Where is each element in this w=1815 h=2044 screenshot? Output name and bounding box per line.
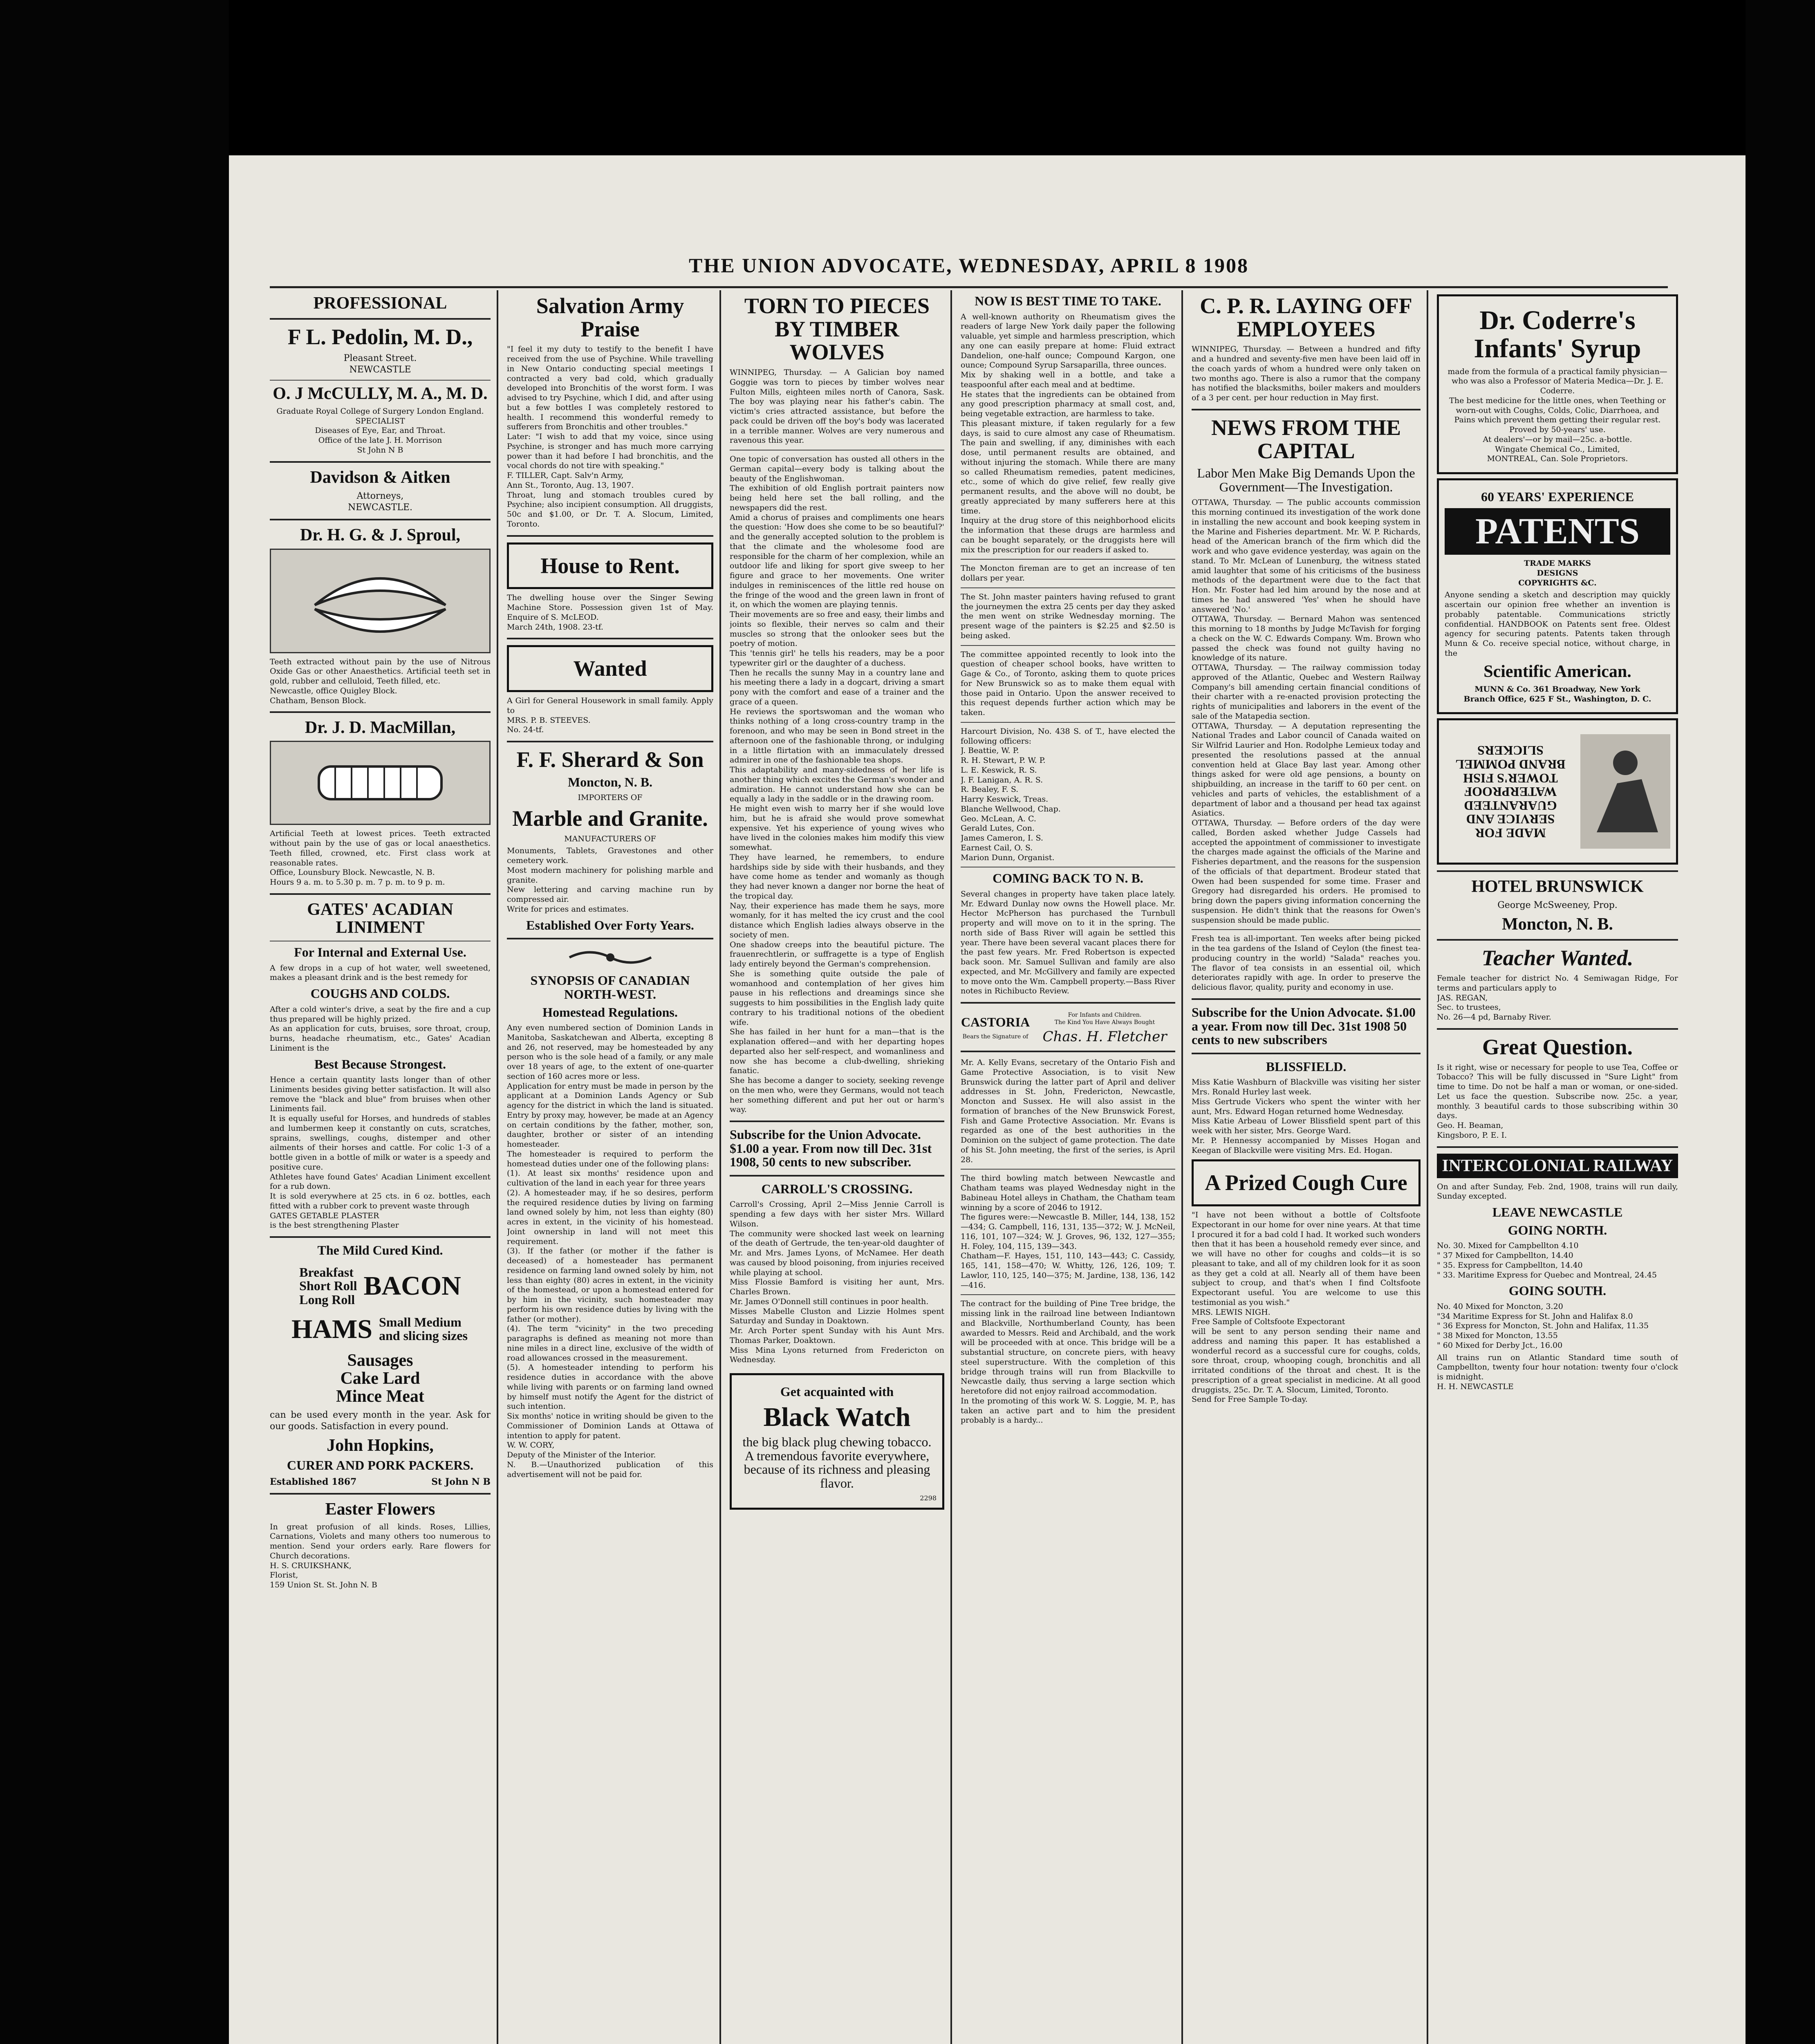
castoria-signature: Chas. H. Fletcher xyxy=(1042,1029,1167,1045)
hopkins-name: John Hopkins, xyxy=(327,1436,434,1455)
column-3 xyxy=(730,290,944,2044)
newspaper-page xyxy=(229,155,1746,2044)
hotel-owner: George McSweeney, Prop. xyxy=(1497,900,1618,911)
north-trains: No. 30. Mixed for Campbellton 4.10 " 37 Mixed for Campbellton, 14.40 " 35. Express for Campbellton, 14.40 " 33. Maritime Express for Quebec and Montreal, 24.45 xyxy=(1437,1241,1657,1280)
munn-address: MUNN & Co. 361 Broadway, New York Branch Office, 625 F St., Washington, D. C. xyxy=(1463,684,1651,704)
wolves-title: TORN TO PIECES BY TIMBER WOLVES xyxy=(744,294,930,365)
slicker-text: MADE FOR SERVICE AND GUARANTEED WATERPROOF TOWER'S FISH BRAND POMMEL SLICKERS xyxy=(1455,743,1566,840)
scientific-american: Scientific American. xyxy=(1483,662,1631,681)
blissfield-text: Miss Katie Washburn of Blackville was visiting her sister Mrs. Ronald Hurley last week. Miss Gertrude Vickers who spent the winter with her aunt, Mrs. Edward Hogan returned home Wednesday. Miss Katie Arbeau of Lower Blissfield spent part of this week with her sister, Mrs. George Ward. Mr. P. Hennessy accompanied by Misses Hogan and Keegan of Blackville were visiting Mrs. Ed. Hogan. xyxy=(1192,1078,1421,1155)
bridge-text: The contract for the building of Pine Tree bridge, the missing link in the railroad line between Indiantown and Blackville, Northumberland County, has been awarded to Messrs. Reid and Archibald, and the work will be proceeded with at once. This bridge will be a substantial structure, on concrete piers, with heavy steel superstructure. With the completion of this bridge through trains will run from Blackville to Newcastle daily, thus serving a large section which heretofore did not enjoy railroad accommodation. In the promoting of this work W. S. Loggie, M. P., has taken an active part and to him the president probably is a hardy... xyxy=(961,1299,1175,1425)
teeth-icon xyxy=(311,750,450,816)
capital-title: NEWS FROM THE CAPITAL xyxy=(1211,415,1401,463)
carrolls-text: Carroll's Crossing, April 2—Miss Jennie Carroll is spending a few days with her sister Mrs. Willard Wilson. The community were shocked last week on learning of the death of Gertrude, the ten-year-old daughter of Mr. and Mrs. James Lyons, of McNamee. Her death was caused by blood poisoning, from injuries received while playing at school. Miss Flossie Bamford is visiting her aunt, Mrs. Charles Brown. Mr. James O'Donnell still continues in poor health. Misses Mabelle Cluston and Lizzie Holmes spent Saturday and Sunday in Doaktown. Mr. Arch Porter spent Sunday with his Aunt Mrs. Thomas Parker, Doaktown. Miss Mina Lyons returned from Fredericton on Wednesday. xyxy=(730,1200,944,1365)
railway-title: INTERCOLONIAL RAILWAY xyxy=(1437,1154,1678,1178)
capital-text: OTTAWA, Thursday. — The public accounts commission this morning continued its investigation of the work done in installing the new account and book keeping system in the Marine and Fisheries department. Mr. W. P. Richards, head of the American branch of the firm which did the work and who gave evidence yesterday, was again on the stand. To Mr. McLean of Lunenburg, the witness stated amid laughter that some of his criticisms of the business methods of the department were due to the fact that Hon. Mr. Foster had led him around by the nose and at times he had answered 'Yes' when he should have answered 'No.' OTTAWA, Thursday. — Bernard Mahon was sentenced this morning to 18 months by Judge McTavish for forging a check on the W. C. Edwards Company. Wm. Brown who passed the check was found not guilty having no knowledge of its nature. OTTAWA, Thursday. — The railway commission today approved of the Atlantic, Quebec and Western Railway Company's bill amending certain financial conditions of their charter with a re-enacted provision protecting the rights of municipalities and laborers in the event of the sale of the Matapedia section. OTTAWA, Thursday. — A deputation representing the National Trades and Labor council of Canada waited on Sir Wilfrid Laurier and Hon. Rodolphe Lemieux today and presented the resolutions passed at the annual convention held at Glace Bay last year. Among other things asked for were old age pensions, a bounty on shipbuilding, an increase in the tariff to 60 per cent. on vehicles and parts of vehicles, the establishment of a department of labor and a thousand per head tax against Asiatics. OTTAWA, Thursday. — Before orders of the day were called, Borden asked whether Judge Cassels had accepted the appointment of commissioner to investigate the charges made against the officials of the Marine and Fisheries department, and the reasons for the suspension of the officials of that department. Brodeur stated that Owen had been suspended for some time. Fraser and Gregory had disregarded his orders. He promised to bring down the papers giving information concerning the suspension. He didn't think that the reasons for Owen's suspension should be made public. xyxy=(1192,498,1421,925)
cough-title: A Prized Cough Cure xyxy=(1205,1170,1407,1195)
hotel-city: Moncton, N. B. xyxy=(1502,915,1613,934)
gates-p1: A few drops in a cup of hot water, well sweetened, makes a pleasant drink and is the best remedy for xyxy=(270,963,491,982)
column-5 xyxy=(1192,290,1421,2044)
gates-best: Best Because Strongest. xyxy=(314,1056,446,1071)
railway-leave: LEAVE NEWCASTLE xyxy=(1492,1205,1623,1220)
hams: HAMS xyxy=(291,1314,372,1344)
pedolin-text: Pleasant Street. NEWCASTLE xyxy=(343,353,417,375)
column-2 xyxy=(507,290,713,2044)
capital-subtitle: Labor Men Make Big Demands Upon the Government—The Investigation. xyxy=(1197,466,1415,494)
black-watch-intro: Get acquainted with xyxy=(780,1384,894,1399)
sproul-name: Dr. H. G. & J. Sproul, xyxy=(300,526,461,545)
patents-text: Anyone sending a sketch and description may quickly ascertain our opinion free whether an invention is probably patentable. Communications strictly confidential. HANDBOOK on Patents sent free. Oldest agency for securing patents. Patents taken through Munn & Co. receive special notice, without charge, in the xyxy=(1445,590,1670,658)
patents-title: PATENTS xyxy=(1445,508,1670,555)
coming-back-text: Several changes in property have taken place lately. Mr. Edward Dunlay now owns the Howell place. Mr. Hector McPherson has purchased the Turnbull property and will move on to it in the spring. The north side of Bass River will again be settled this year. There have been several vacant places there for the past few years. Mr. Fred Robertson is expected back soon. Mr. Samuel Sullivan and family are also expected, and Mr. McGillvery and family are expected to move onto the Wm. Campbell property.—Bass River notes in Richibucto Review. xyxy=(961,889,1175,996)
salvation-title: Salvation Army Praise xyxy=(536,294,684,341)
question-title: Great Question. xyxy=(1482,1034,1633,1059)
sausages: Sausages Cake Lard Mince Meat xyxy=(336,1351,424,1406)
professional-header: PROFESSIONAL xyxy=(313,294,447,313)
marble-granite: Marble and Granite. xyxy=(512,806,708,831)
subscribe-notice: Subscribe for the Union Advocate. $1.00 a year. From now till Dec. 31st 1908, 50 cents to new subscriber. xyxy=(730,1127,932,1170)
salvation-text: "I feel it my duty to testify to the benefit I have received from the use of Psychine. While travelling in New Ontario conducting special meetings I contracted a very bad cold, which gradually developed into Bronchitis of the worst form. I was advised to try Psychine, which I did, and after using but a few bottles I was completely restored to health. I recommend this wonderful remedy to sufferers from Bronchitis and other troubles." Later: "I wish to add that my voice, since using Psychine, is stronger and has much more carrying power than it had before I had bronchitis, and the vocal chords do not tire with speaking." F. TILLER, Capt. Salv'n Army, Ann St., Toronto, Aug. 13, 1907. Throat, lung and stomach troubles cured by Psychine; also incipient consumption. All druggists, 50c and $1.00, or Dr. T. A. Slocum, Limited, Toronto. xyxy=(507,345,713,529)
davidson-text: Attorneys, NEWCASTLE. xyxy=(347,491,413,513)
patents-marks: TRADE MARKS DESIGNS COPYRIGHTS &C. xyxy=(1518,559,1597,587)
castoria-ad xyxy=(961,1009,1175,1045)
synopsis-subtitle: Homestead Regulations. xyxy=(542,1004,678,1020)
established: Established Over Forty Years. xyxy=(526,917,694,932)
carrolls-title: CARROLL'S CROSSING. xyxy=(761,1181,913,1196)
gates-colds: COUGHS AND COLDS. xyxy=(310,986,450,1001)
black-watch-name: Black Watch xyxy=(763,1402,911,1432)
patents-ad xyxy=(1437,478,1678,714)
house-text: The dwelling house over the Singer Sewing Machine Store. Possession given 1st of May. Enquire of S. McLEOD. March 24th, 1908. 23-tf. xyxy=(507,593,713,632)
teeth-illustration xyxy=(270,741,491,825)
coderre-title: Dr. Coderre's Infants' Syrup xyxy=(1474,305,1641,364)
game-protection-text: Mr. A. Kelly Evans, secretary of the Ontario Fish and Game Protective Association, is to visit New Brunswick during the latter part of April and deliver addresses in St. John, Fredericton, Newcastle, Moncton and Sussex. He will also assist in the formation of branches of the New Brunswick Forest, Fish and Game Protective Association. Mr. Evans is regarded as one of the best authorities in the Dominion on the subject of game protection. The date of his St. John meeting, the first of the series, is April 28. xyxy=(961,1058,1175,1164)
painters-text: The St. John master painters having refused to grant the journeymen the extra 25 cents per day they asked the men went on strike Wednesday morning. The present wage of the painters is $2.25 and $2.50 is being asked. xyxy=(961,592,1175,640)
ornament xyxy=(507,945,713,970)
easter-title: Easter Flowers xyxy=(325,1499,435,1519)
bacon: BACON xyxy=(363,1271,461,1301)
column-4 xyxy=(961,290,1175,2044)
black-watch-text: the big black plug chewing tobacco. A tremendous favorite everywhere, because of its richness and pleasing flavor. xyxy=(742,1434,932,1490)
synopsis-text: Any even numbered section of Dominion Lands in Manitoba, Saskatchewan and Alberta, excepting 8 and 26, not reserved, may be homesteaded by any person who is the sole head of a family, or any male over 18 years of age, to the extent of one-quarter section of 160 acres more or less. Application for entry must be made in person by the applicant at a Dominion Lands Agency or Sub agency for the district in which the land is situated. Entry by proxy may, however, be made at an Agency on certain conditions by the father, mother, son, daughter, brother or sister of an intending homesteader. The homesteader is required to perform the homestead duties under one of the following plans: (1). At least six months' residence upon and cultivation of the land in each year for three years (2). A homesteader may, if he so desires, perform the required residence duties by living on farming land owned solely by him, not less than eighty (80) acres in extent, in the vicinity of his homestead. Joint ownership in land will not meet this requirement. (3). If the father (or mother if the father is deceased) of a homesteader has permanent residence on farming land owned solely by him, not less than eighty (80) acres in extent, in the vicinity of the homestead, or upon a homestead entered for by him in the vicinity, such homesteader may perform his own residence duties by living with the father (or mother). (4). The term "vicinity" in the two preceding paragraphs is defined as meaning not more than nine miles in a direct line, exclusive of the width of road allowances crossed in the measurement. (5). A homesteader intending to perform his residence duties in accordance with the above while living with parents or on farming land owned by himself must notify the Agent for the district of such intention. Six months' notice in writing should be given to the Commissioner of Dominion Lands at Ottawa of intention to apply for patent. W. W. CORY, Deputy of the Minister of the Interior. N. B.—Unauthorized publication of this advertisement will not be paid for. xyxy=(507,1023,713,1479)
sherard-mfr: MANUFACTURERS OF xyxy=(564,834,656,843)
wanted-text: A Girl for General Housework in small family. Apply to MRS. P. B. STEEVES. No. 24-tf. xyxy=(507,696,713,735)
film-border-right xyxy=(1746,0,1815,2044)
mccully-name: O. J McCULLY, M. A., M. D. xyxy=(273,384,488,403)
railway-intro: On and after Sunday, Feb. 2nd, 1908, trains will run daily, Sunday excepted. xyxy=(1437,1182,1678,1201)
cpr-title: C. P. R. LAYING OFF EMPLOYEES xyxy=(1200,294,1412,341)
pedolin-name: F L. Pedolin, M. D., xyxy=(287,325,473,350)
teacher-text: Female teacher for district No. 4 Semiwagan Ridge, For terms and particulars apply to JAS. REGAN, Sec. to trustees, No. 26—4 pd, Barnaby River. xyxy=(1437,974,1678,1022)
wanted-title: Wanted xyxy=(573,656,647,681)
sproul-text: Teeth extracted without pain by the use of Nitrous Oxide Gas or other Anaesthetics. Artificial teeth set in gold, rubber and celluloid, Teeth filled, etc. Newcastle, office Quigley Block. Chatham, Benson Block. xyxy=(270,657,491,705)
film-border-left xyxy=(0,0,229,2044)
committee-text: The committee appointed recently to look into the question of cheaper school books, have written to Gage & Co., of Toronto, asking them to quote prices for New Brunswick so as to make them equal with those paid in Ontario. Upon the answer received to this request depends further action which may be taken. xyxy=(961,650,1175,717)
question-text: Is it right, wise or necessary for people to use Tea, Coffee or Tobacco? This will be fully discussed in "Sure Light" from time to time. Do not be half a man or woman, or one-sided. Let us face the question. Subscribe now. 25c. a year, monthly. 3 beautiful cards to those subscribing within 30 days. Geo. H. Beaman, Kingsboro, P. E. I. xyxy=(1437,1062,1678,1140)
subscribe-notice: Subscribe for the Union Advocate. $1.00 a year. From now till Dec. 31st 1908 50 cents to new subscribers xyxy=(1192,1004,1416,1047)
rheumatism-text: A well-known authority on Rheumatism gives the readers of large New York daily paper the following valuable, yet simple and harmless prescription, which any one can easily prepare at home: Fluid extract Dandelion, one-half ounce; Compound Kargon, one ounce; Compound Syrup Sarsaparilla, three ounces. Mix by shaking well in a bottle, and take a teaspoonful after each meal and at bedtime. He states that the ingredients can be obtained from any good prescription pharmacy at small cost, and, being vegetable extraction, are harmless to take. This pleasant mixture, if taken regularly for a few days, is said to cure almost any case of Rheumatism. The pain and swelling, if any, diminishes with each dose, until permanent results are obtained, and without injuring the stomach. While there are many so called Rheumatism remedies, patent medicines, etc., some of which do give relief, few really give permanent results, and the above will no doubt, be greatly appreciated by many sufferers here at this time. Inquiry at the drug store of this neighborhood elicits the information that these drugs are harmless and can be bought separately, or the druggists here will mix the prescription for our readers if asked to. xyxy=(961,312,1175,554)
patents-years: 60 YEARS' EXPERIENCE xyxy=(1481,489,1634,504)
gates-subtitle: For Internal and External Use. xyxy=(294,945,466,960)
breakfast-rolls: Breakfast Short Roll Long Roll xyxy=(299,1264,357,1307)
wolves-text: WINNIPEG, Thursday. — A Galician boy named Goggie was torn to pieces by timber wolves near Fulton Mills, eighteen miles north of Canora, Sask. The boy was playing near his father's cabin. The victim's cries attracted assistance, but before the pack could be driven off the boy's body was lacerated in a terrible manner. Wolves are very numerous and ravenous this year. xyxy=(730,368,944,445)
column-rule xyxy=(1181,290,1183,2044)
column-rule xyxy=(719,290,721,2044)
mccully-text: Graduate Royal College of Surgery London England. SPECIALIST Diseases of Eye, Ear, and Throat. Office of the late J. H. Morrison St John N B xyxy=(276,406,484,455)
hams-sizes: Small Medium and slicing sizes xyxy=(379,1314,468,1343)
hopkins-city: St John N B xyxy=(431,1476,491,1487)
going-south: GOING SOUTH. xyxy=(1508,1283,1607,1298)
macmillan-name: Dr. J. D. MacMillan, xyxy=(305,718,456,737)
castoria-subtitle: For Infants and Children. The Kind You Have Always Bought xyxy=(1054,1012,1155,1026)
sherard-importers: IMPORTERS OF xyxy=(578,793,643,802)
castoria-title: CASTORIA xyxy=(961,1015,1030,1030)
coderre-ad xyxy=(1437,294,1678,474)
coderre-text: made from the formula of a practical family physician—who was also a Professor of Materia Medica—Dr. J. E. Coderre. The best medicine for the little ones, when Teething or worn-out with Coughs, Colds, Colic, Diarrhoea, and Pains which prevent them getting their regular rest. Proved by 50-years' use. At dealers'—or by mail—25c. a-bottle. Wingate Chemical Co., Limited, MONTREAL, Can. Sole Proprietors. xyxy=(1448,367,1667,464)
gates-title: GATES' ACADIAN LINIMENT xyxy=(307,900,453,937)
hopkins-established: Established 1867 xyxy=(270,1476,357,1487)
bacon-row xyxy=(270,1262,491,1311)
column-rule xyxy=(497,290,498,2044)
teeth-icon xyxy=(298,560,462,642)
masthead: THE UNION ADVOCATE, WEDNESDAY, APRIL 8 1908 xyxy=(270,253,1668,288)
mild-cured: The Mild Cured Kind. xyxy=(317,1243,443,1258)
hopkins-footer xyxy=(270,1477,491,1487)
hopkins-text: can be used every month in the year. Ask for our goods. Satisfaction in every pound. xyxy=(270,1410,491,1432)
blissfield-title: BLISSFIELD. xyxy=(1266,1059,1347,1074)
slicker-ad xyxy=(1437,718,1678,865)
hotel-title: HOTEL BRUNSWICK xyxy=(1471,877,1644,896)
sherard-text: Monuments, Tablets, Gravestones and other cemetery work. Most modern machinery for polishing marble and granite. New lettering and carving machine run by compressed air. Write for prices and estimates. xyxy=(507,846,713,914)
column-1 xyxy=(270,290,491,2044)
hopkins-sub: CURER AND PORK PACKERS. xyxy=(287,1458,474,1473)
going-north: GOING NORTH. xyxy=(1508,1222,1607,1237)
ornament-icon xyxy=(565,947,655,968)
column-rule xyxy=(950,290,952,2044)
sherard-title: F. F. Sherard & Son xyxy=(516,747,704,772)
davidson-name: Davidson & Aitken xyxy=(310,468,450,487)
englishwoman-text: One topic of conversation has ousted all others in the German capital—every body is talking about the beauty of the Englishwoman. The exhibition of old English portrait painters now being held here set the ball rolling, and the newspapers did the rest. Amid a chorus of praises and compliments one hears the question: 'How does she come to be so beautiful?' and the generally accepted solution to the problem is that the climate and the wholesome food are responsible for the charm of her complexion, while an outdoor life and liking for sport give sweep to her figure and grace to her movements. One writer indulges in reminiscences of the little red house on the fringe of the wood and the green lawn in front of it, on which the women are playing tennis. Their movements are so free and easy, their limbs and joints so flexible, their nerves so calm and their muscles so strong that the onlooker sees but the poetry of motion. This 'tennis girl' he tells his readers, may be a poor typewriter girl or the daughter of a duchess. Then he recalls the sunny May in a country lane and his meeting there a lady in a dogcart, driving a smart pony with the comfort and ease of a trainer and the grace of a queen. He reviews the sportswoman and the woman who thinks nothing of a long cross-country tramp in the forenoon, and who may be seen in Bond street in the afternoon one of the fashionable throng, or indulging in a little flirtation with an immaculately dressed admirer in one of the fashionable tea shops. This adaptability and many-sidedness of her life is another thing which excites the German's wonder and admiration. He cannot understand how she can be equally a lady in the saddle or in the drawing room. He might even wish to marry her if she would love him, but he is afraid she would prove somewhat expensive. Yet his experience of young wives who have lived in the colonies makes him modify this view somewhat. They have learned, he remembers, to endure hardships side by side with their husbands, and they have come home as tender and womanly as though they had never known a danger nor borne the heat of the tropical day. Nay, their experience has made them he says, more womanly, for it has melted the icy crust and the cool distance which English ladies always observe in the society of men. One shadow creeps into the beautiful picture. The frauenrechtlerin, or suffragette is a type of English lady entirely beyond the German's comprehension. She is something quite outside the pale of womanhood and contemplation of her gives him pause in his reflections and dreamings since she suggests to him possibilities in the English lady quite contrary to his traditional notions of the obedient wife. She has failed in her hunt for a man—that is the explanation offered—and with her departing hopes departed also her self-respect, and womanliness and now she has become a club-dwelling, shrieking fanatic. She has become a danger to society, seeking revenge on the men who, were they Germans, would not teach her something different and put her out or harm's way. xyxy=(730,455,944,1114)
teacher-title: Teacher Wanted. xyxy=(1481,946,1634,970)
south-trains: No. 40 Mixed for Moncton, 3.20 "34 Maritime Express for St. John and Halifax 8.0 " 36 Express for Moncton, St. John and Halifax, 11.35 " 38 Mixed for Moncton, 13.55 " 60 Mixed for Derby Jct., 16.00 xyxy=(1437,1302,1649,1350)
synopsis-title: SYNOPSIS OF CANADIAN NORTH-WEST. xyxy=(530,973,690,1002)
cpr-text: WINNIPEG, Thursday. — Between a hundred and fifty and a hundred and seventy-five men have been laid off in the coach yards of whom a hundred were only taken on two months ago. There is also a rumor that the company has notified the blacksmiths, boiler makers and moulders of a 3 per cent. per hour reduction in May first. xyxy=(1192,345,1421,403)
dentures-illustration xyxy=(270,549,491,653)
rheumatism-title: NOW IS BEST TIME TO TAKE. xyxy=(975,294,1161,308)
castoria-bears: Bears the Signature of xyxy=(962,1033,1028,1040)
firemen-text: The Moncton fireman are to get an increase of ten dollars per year. xyxy=(961,564,1175,583)
railway-footer: All trains run on Atlantic Standard time south of Campbellton, twenty four hour notation: twenty four o'clock is midnight. H. H. NEWCASTLE xyxy=(1437,1353,1678,1391)
gates-p2: After a cold winter's drive, a seat by the fire and a cup thus prepared will be highly prized. As an application for cuts, bruises, sore throat, croup, burns, headache rheumatism, etc., Gates' Acadian Liniment is the xyxy=(270,1004,491,1053)
tea-text: Fresh tea is all-important. Ten weeks after being picked in the tea gardens of the Island of Ceylon (the finest tea-producing country in the world) "Salada" reaches you. The flavor of tea consists in an essential oil, which deteriorates rapidly with age. In order to preserve the delicious flavor, quality, purity and economy in use. xyxy=(1192,934,1421,992)
black-watch-ad xyxy=(730,1373,944,1510)
easter-text: In great profusion of all kinds. Roses, Lillies, Carnations, Violets and many others too numerous to mention. Send your orders early. Rare flowers for Church decorations. H. S. CRUIKSHANK, Florist, 159 Union St. St. John N. B xyxy=(270,1522,491,1590)
bowling-text: The third bowling match between Newcastle and Chatham teams was played Wednesday night in the Babineau Hotel alleys in Chatham, the Chatham team winning by a score of 2046 to 1912. The figures were:—Newcastle B. Miller, 144, 138, 152—434; G. Campbell, 116, 131, 135—372; W. J. McNeil, 116, 101, 107—324; W. J. Groves, 96, 132, 127—355; H. Foley, 104, 115, 139—343. Chatham—F. Hayes, 151, 110, 143—443; C. Cassidy, 165, 141, 158—470; W. Whitty, 126, 126, 109; T. Lawlor, 110, 125, 140—375; M. Jardine, 138, 136, 142—416. xyxy=(961,1174,1175,1290)
column-rule xyxy=(1427,290,1428,2044)
column-6 xyxy=(1437,290,1678,2044)
horseman-illustration-icon xyxy=(1580,734,1670,849)
sherard-city: Moncton, N. B. xyxy=(567,774,653,789)
hams-row xyxy=(270,1311,491,1347)
black-watch-number: 2298 xyxy=(920,1494,937,1502)
harcourt-text: Harcourt Division, No. 438 S. of T., have elected the following officers: J. Beattie, W. P. R. H. Stewart, P. W. P. L. E. Keswick, R. S. J. F. Lanigan, A. R. S. R. Bealey, F. S. Harry Keswick, Treas. Blanche Wellwood, Chap. Geo. McLean, A. C. Gerald Lutes, Con. James Cameron, I. S. Earnest Cail, O. S. Marion Dunn, Organist. xyxy=(961,726,1175,862)
house-title: House to Rent. xyxy=(540,553,680,578)
cough-text: "I have not been without a bottle of Coltsfoote Expectorant in our home for over nine years. At that time I procured it for a bad cold I had. It worked such wonders then that it has been a household remedy ever since, and we will have no other for coughs and colds—it is so pleasant to take, and all of my children look for it as soon as they get a cold at all. Nearly all of them have been subject to croup, and that's when I find Coltsfoote Expectorant useful. You are welcome to use this testimonial as you wish." MRS. LEWIS NIGH. Free Sample of Coltsfoote Expectorant will be sent to any person sending their name and address and naming this paper. It has established a wonderful record as a successful cure for coughs, colds, sore throat, croup, whooping cough, bronchitis and all irritated conditions of the throat and chest. It is the prescription of a great specialist in medicine. At all good druggists, 25c. Dr. T. A. Slocum, Limited, Toronto. Send for Free Sample To-day. xyxy=(1192,1210,1421,1404)
coming-back-title: COMING BACK TO N. B. xyxy=(993,871,1143,886)
gates-p3: Hence a certain quantity lasts longer than of other Liniments besides giving better satisfaction. It will also remove the "black and blue" from bruises when other Liniments fail. It is equally useful for Horses, and hundreds of stables and lumbermen keep it constantly on cuts, scratches, sprains, swellings, coughs, distemper and other ailments of their horses and cattle. For colic 1-3 of a bottle given in a bottle of milk or water is a speedy and positive cure. Athletes have found Gates' Acadian Liniment excellent for a rub down. It is sold everywhere at 25 cts. in 6 oz. bottles, each fitted with a rubber cork to prevent waste through GATES GETABLE PLASTER is the best strengthening Plaster xyxy=(270,1075,491,1230)
macmillan-text: Artificial Teeth at lowest prices. Teeth extracted without pain by the use of gas or local anaesthetics. Teeth filled, crowned, etc. First class work at reasonable rates. Office, Lounsbury Block. Newcastle, N. B. Hours 9 a. m. to 5.30 p. m. 7 p. m. to 9 p. m. xyxy=(270,829,491,887)
